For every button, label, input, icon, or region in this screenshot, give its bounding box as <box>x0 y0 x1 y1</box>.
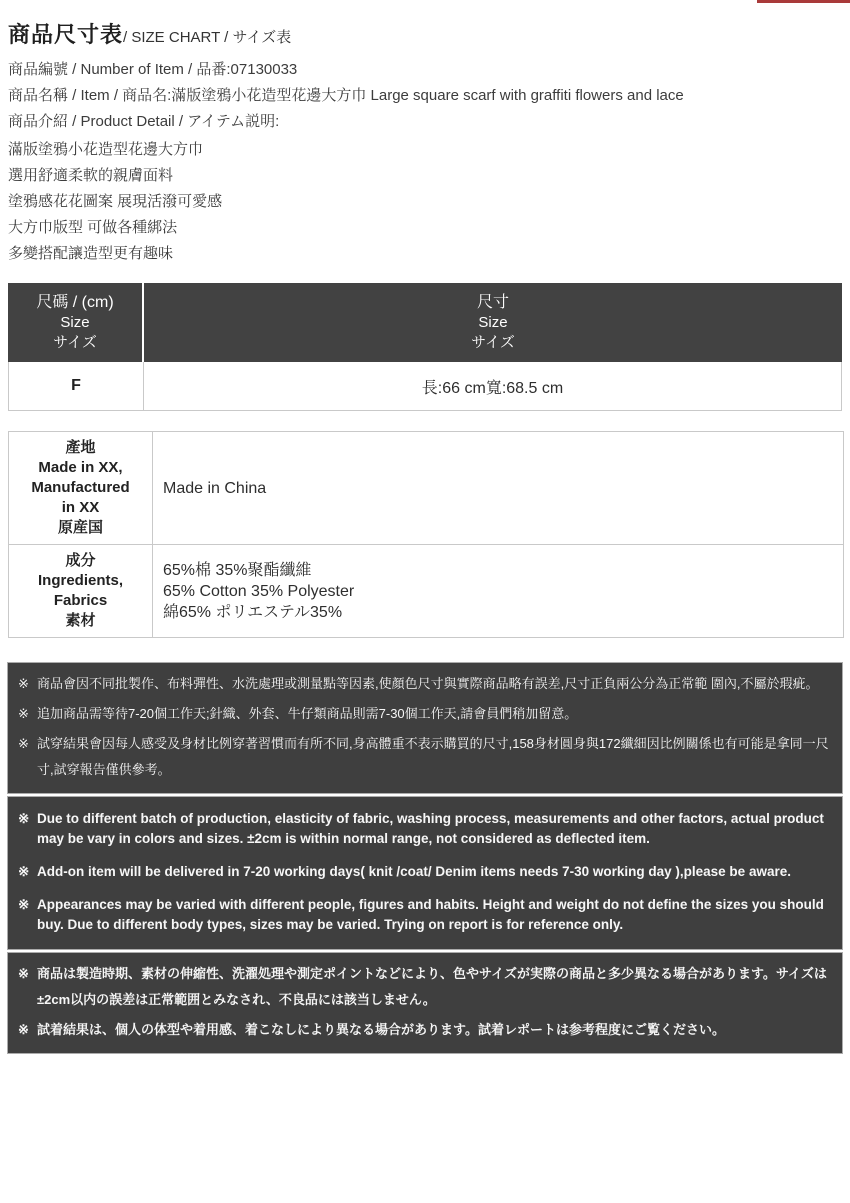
product-detail-label: 商品介紹 / Product Detail / アイテム説明: <box>8 113 280 130</box>
dimensions-value-cell: 長:66 cm寬:68.5 cm <box>421 379 564 397</box>
fabric-label-cell <box>9 545 153 637</box>
note-marker: ※ <box>18 706 29 721</box>
value-line: 65%棉 35%聚酯纖維 <box>163 561 312 579</box>
note-item <box>18 1017 830 1043</box>
note-marker: ※ <box>18 1022 29 1037</box>
note-marker: ※ <box>18 676 29 691</box>
value-line: Made in China <box>163 479 267 497</box>
note-marker: ※ <box>18 864 30 879</box>
size-table <box>8 283 842 411</box>
notes-box-chinese <box>7 662 843 794</box>
notes-box-english <box>7 796 843 950</box>
note-text: 商品會因不同批製作、布料彈性、水洗處理或測量點等因素,使顏色尺寸與實際商品略有誤差,尺寸正負兩公分為正常範 圍內,不屬於瑕疵。 <box>37 676 819 691</box>
page-title-translations: / SIZE CHART / サイズ表 <box>123 29 292 46</box>
note-text: Appearances may be varied with different people, figures and habits. Height and weight do not define the sizes you should buy. Due to different body types, sizes may be varied. Trying on report is for reference only. <box>37 897 824 932</box>
top-red-bar <box>757 0 850 3</box>
note-item <box>18 701 830 727</box>
size-table-header <box>8 283 842 362</box>
label-line: Fabrics <box>53 592 108 609</box>
description-line: 選用舒適柔軟的親膚面料 <box>8 167 174 184</box>
product-description <box>8 137 842 267</box>
label-line: 原産国 <box>57 519 103 536</box>
label-line: 成分 <box>65 552 96 569</box>
page-title <box>8 18 842 49</box>
header-line: Size <box>478 314 508 331</box>
note-item <box>18 961 830 1013</box>
origin-row <box>9 432 843 544</box>
description-line: 滿版塗鴉小花造型花邊大方巾 <box>8 141 204 158</box>
size-table-row <box>8 362 842 411</box>
note-item <box>18 895 830 935</box>
fabric-row <box>9 544 843 637</box>
size-value-cell: F <box>9 362 144 410</box>
value-line: 綿65% ポリエステル35% <box>163 603 343 621</box>
size-table-header-dimension-cell <box>144 283 842 362</box>
note-text: 試着結果は、個人の体型や着用感、着こなしにより異なる場合があります。試着レポートは参考程度にご覧ください。 <box>37 1022 725 1037</box>
note-item <box>18 731 830 783</box>
label-line: 素材 <box>65 612 96 629</box>
description-line: 多變搭配讓造型更有趣味 <box>8 245 174 262</box>
value-line: 65% Cotton 35% Polyester <box>163 582 355 600</box>
product-info-table <box>8 431 844 638</box>
label-line: Ingredients, <box>37 572 123 589</box>
note-item <box>18 809 830 849</box>
note-marker: ※ <box>18 897 30 912</box>
header-line: 尺寸 <box>476 294 509 311</box>
label-line: 產地 <box>65 439 96 456</box>
note-item <box>18 862 830 882</box>
note-text: 商品は製造時期、素材の伸縮性、洗濯処理や測定ポイントなどにより、色やサイズが実際の商品と多少異なる場合があります。サイズは±2cm以内の誤差は正常範囲とみなされ、不良品には該当しません。 <box>37 966 827 1007</box>
header-line: サイズ <box>53 334 97 351</box>
origin-value-cell <box>153 432 843 544</box>
origin-label-cell <box>9 432 153 544</box>
notes-box-japanese <box>7 952 843 1054</box>
label-line: in XX <box>61 499 100 516</box>
description-line: 大方巾版型 可做各種綁法 <box>8 219 178 236</box>
note-text: Due to different batch of production, elasticity of fabric, washing process, measurements and other factors, actual product may be vary in colors and sizes. ±2cm is within normal range, not considered as deflected item. <box>37 811 824 846</box>
description-line: 塗鴉感花花圖案 展現活潑可愛感 <box>8 193 223 210</box>
header-line: Size <box>60 314 90 331</box>
item-name-line: 商品名稱 / Item / 商品名:滿版塗鴉小花造型花邊大方巾 Large square scarf with graffiti flowers and lace <box>8 87 684 104</box>
note-text: 追加商品需等待7-20個工作天;針織、外套、牛仔類商品則需7-30個工作天,請會員們稍加留意。 <box>37 706 578 721</box>
label-line: Made in XX, <box>38 459 123 476</box>
header-line: 尺碼 / (cm) <box>36 294 114 311</box>
note-text: 試穿結果會因每人感受及身材比例穿著習慣而有所不同,身高體重不表示購買的尺寸,158身材圓身與172纖細因比例關係也有可能是拿同一尺寸,試穿報告僅供參考。 <box>37 736 829 777</box>
note-marker: ※ <box>18 966 29 981</box>
note-text: Add-on item will be delivered in 7-20 working days( knit /coat/ Denim items needs 7-30 working day ),please be aware. <box>37 864 791 879</box>
item-number-line: 商品編號 / Number of Item / 品番:07130033 <box>8 61 298 78</box>
label-line: Manufactured <box>31 479 130 496</box>
note-marker: ※ <box>18 811 30 826</box>
note-marker: ※ <box>18 736 29 751</box>
fabric-value-cell <box>153 545 843 637</box>
header-line: サイズ <box>471 334 515 351</box>
note-item <box>18 671 830 697</box>
page-title-zh: 商品尺寸表 <box>8 22 124 47</box>
size-table-header-size-cell <box>8 283 144 362</box>
